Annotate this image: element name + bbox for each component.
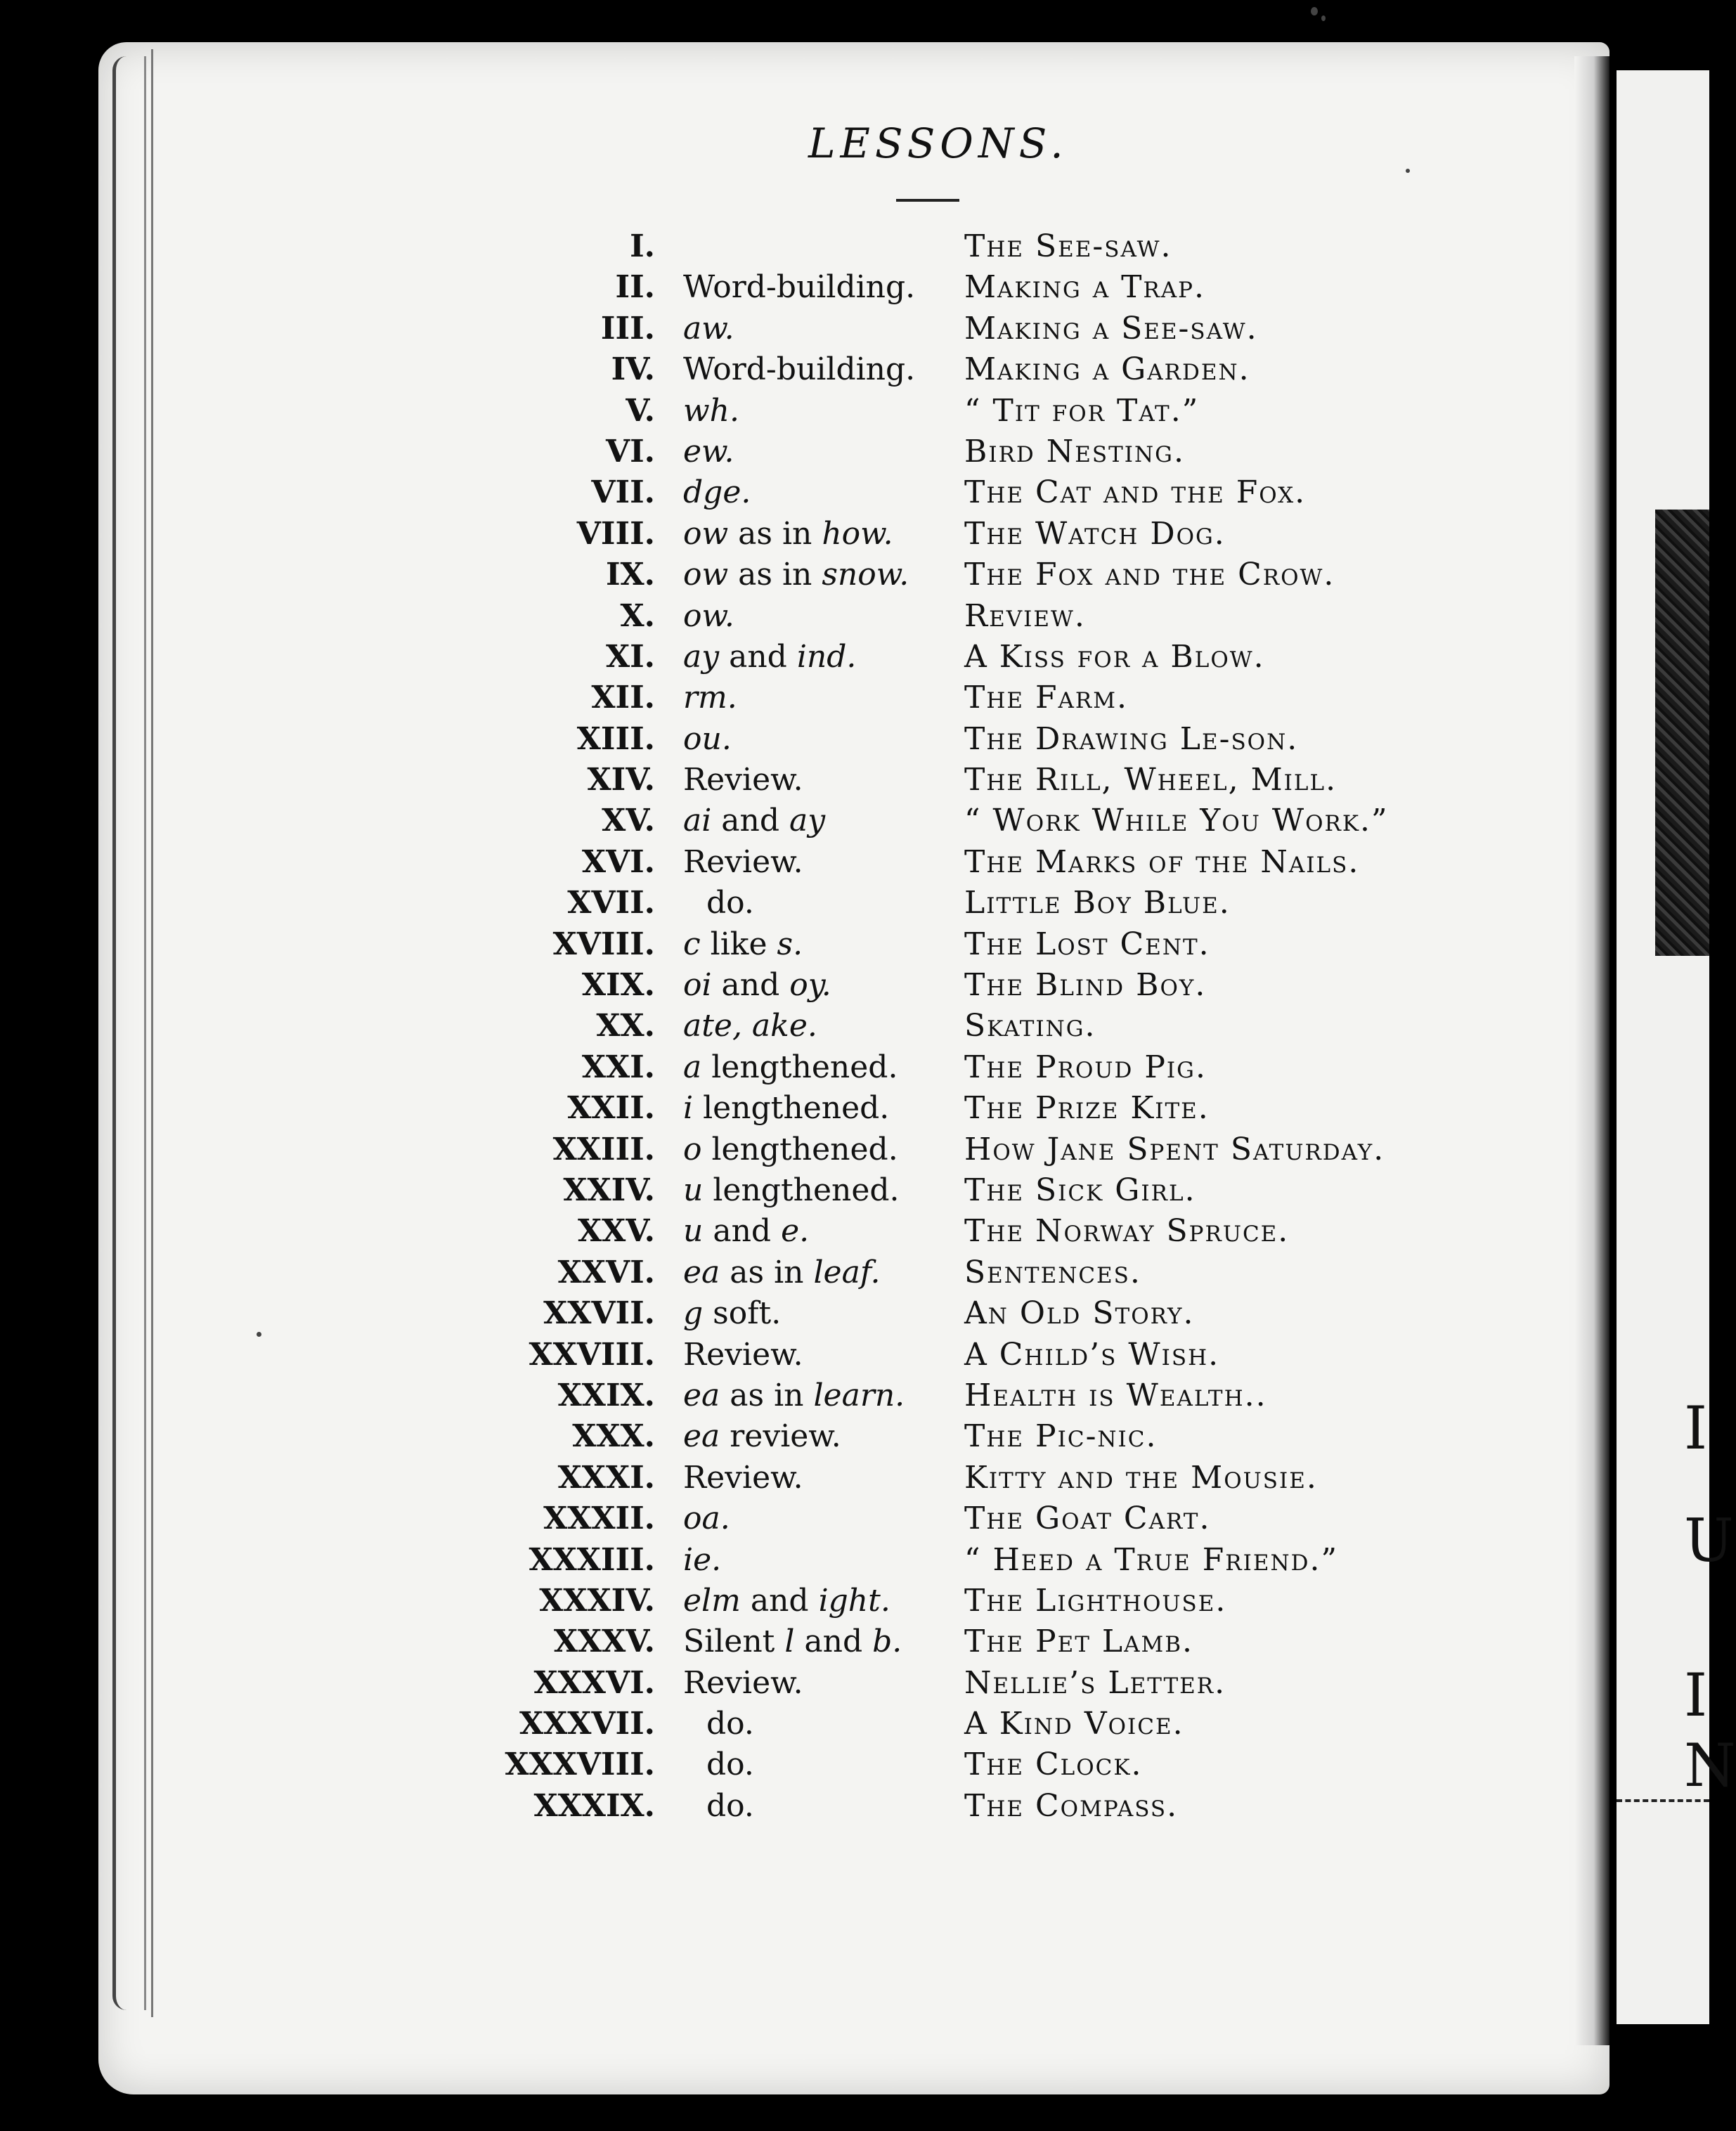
lesson-title: An Old Story. xyxy=(964,1295,1195,1332)
lesson-topic: c like s. xyxy=(683,926,803,962)
lesson-title: A Child’s Wish. xyxy=(964,1336,1220,1373)
lesson-number: XXXV. xyxy=(553,1624,655,1660)
lesson-row xyxy=(0,1540,1709,1581)
lesson-row xyxy=(0,1663,1709,1704)
lesson-number: XVIII. xyxy=(552,926,655,962)
lesson-list xyxy=(0,226,1709,1827)
lesson-row xyxy=(0,1252,1709,1293)
lesson-number: XX. xyxy=(596,1008,655,1044)
lesson-number: XIV. xyxy=(587,762,655,798)
lesson-topic: ay and ind. xyxy=(683,638,857,675)
lesson-title: Making a Garden. xyxy=(964,351,1250,388)
lesson-topic: u and e. xyxy=(683,1213,810,1250)
lesson-row xyxy=(0,1498,1709,1539)
lesson-title: Kitty and the Mousie. xyxy=(964,1459,1318,1496)
lesson-number: XXX. xyxy=(572,1418,655,1455)
lesson-number: XXXI. xyxy=(557,1459,655,1496)
lesson-row xyxy=(0,555,1709,595)
lesson-topic: g soft. xyxy=(683,1295,782,1332)
lesson-topic: ie. xyxy=(683,1541,722,1578)
lesson-topic: i lengthened. xyxy=(683,1090,890,1127)
lesson-row xyxy=(0,1335,1709,1375)
lesson-number: VII. xyxy=(591,474,655,511)
lesson-number: XXII. xyxy=(567,1090,655,1127)
lesson-title: “ Work While You Work.” xyxy=(964,803,1389,839)
scan-speck xyxy=(1406,169,1410,173)
lesson-row xyxy=(0,267,1709,308)
lesson-title: “ Heed a True Friend.” xyxy=(964,1541,1338,1578)
lesson-title: Making a See-saw. xyxy=(964,310,1258,346)
lesson-title: The Norway Spruce. xyxy=(964,1213,1290,1250)
lesson-number: XXI. xyxy=(581,1049,655,1085)
lesson-title: The Prize Kite. xyxy=(964,1090,1210,1127)
lesson-row xyxy=(0,349,1709,390)
lesson-title: How Jane Spent Saturday. xyxy=(964,1131,1385,1167)
lesson-topic: do. xyxy=(706,1706,754,1742)
lesson-row xyxy=(0,1621,1709,1662)
lesson-number: XXIII. xyxy=(552,1131,655,1167)
lesson-topic: do. xyxy=(706,1787,754,1824)
right-page-letter: N xyxy=(1684,1731,1736,1800)
lesson-number: XXXVI. xyxy=(533,1664,655,1701)
lesson-row xyxy=(0,1088,1709,1129)
lesson-row xyxy=(0,1170,1709,1211)
lesson-topic: ea as in learn. xyxy=(683,1377,905,1413)
lesson-number: XV. xyxy=(602,803,655,839)
lesson-title: The Compass. xyxy=(964,1787,1179,1824)
lesson-row xyxy=(0,1704,1709,1744)
lesson-number: III. xyxy=(600,310,655,346)
lesson-number: XXXVII. xyxy=(519,1706,655,1742)
lesson-row xyxy=(0,432,1709,472)
lesson-row xyxy=(0,596,1709,637)
lesson-number: XXVIII. xyxy=(529,1336,655,1373)
lesson-number: XXV. xyxy=(577,1213,655,1250)
lesson-topic: do. xyxy=(706,885,754,921)
lesson-row xyxy=(0,883,1709,924)
lesson-number: XVII. xyxy=(567,885,655,921)
lesson-topic: oa. xyxy=(683,1501,730,1537)
lesson-row xyxy=(0,1129,1709,1170)
lesson-topic: rm. xyxy=(683,680,737,716)
lesson-topic: ea as in leaf. xyxy=(683,1254,881,1290)
lesson-number: XXVI. xyxy=(557,1254,655,1290)
lesson-title: The Watch Dog. xyxy=(964,515,1226,552)
lesson-row xyxy=(0,1293,1709,1334)
lesson-row xyxy=(0,1211,1709,1252)
lesson-number: II. xyxy=(615,269,655,306)
lesson-topic: ate, ake. xyxy=(683,1008,817,1044)
lesson-row xyxy=(0,965,1709,1006)
lesson-number: XXVII. xyxy=(543,1295,655,1332)
lesson-row xyxy=(0,472,1709,513)
lesson-topic: Review. xyxy=(683,1664,803,1701)
lesson-row xyxy=(0,391,1709,432)
lesson-row xyxy=(0,760,1709,801)
lesson-topic: Review. xyxy=(683,1336,803,1373)
lesson-row xyxy=(0,309,1709,349)
lesson-title: Making a Trap. xyxy=(964,269,1206,306)
lesson-title: Nellie’s Letter. xyxy=(964,1664,1226,1701)
lesson-number: XII. xyxy=(591,680,655,716)
lesson-row xyxy=(0,1458,1709,1498)
right-page-letter: I xyxy=(1684,1394,1708,1463)
lesson-topic: ea review. xyxy=(683,1418,841,1455)
lesson-title: The Cat and the Fox. xyxy=(964,474,1307,511)
lesson-title: A Kiss for a Blow. xyxy=(964,638,1265,675)
lesson-number: XXXIX. xyxy=(533,1787,655,1824)
lesson-title: Health is Wealth.. xyxy=(964,1377,1267,1413)
title-rule xyxy=(896,199,959,202)
lesson-number: VIII. xyxy=(576,515,655,552)
lesson-title: The See-saw. xyxy=(964,228,1172,264)
lesson-topic: Review. xyxy=(683,1459,803,1496)
lesson-title: The Blind Boy. xyxy=(964,967,1207,1004)
lesson-topic: u lengthened. xyxy=(683,1172,900,1208)
lesson-topic: Word-building. xyxy=(683,351,916,388)
lesson-row xyxy=(0,924,1709,965)
lesson-row xyxy=(0,842,1709,883)
lesson-topic: ou. xyxy=(683,720,732,757)
lesson-topic: a lengthened. xyxy=(683,1049,898,1085)
lesson-row xyxy=(0,1006,1709,1047)
lesson-number: V. xyxy=(626,392,655,429)
lesson-topic: ow as in how. xyxy=(683,515,893,552)
lesson-topic: ow. xyxy=(683,597,734,634)
lesson-row xyxy=(0,1047,1709,1088)
lesson-title: The Farm. xyxy=(964,680,1128,716)
lesson-number: XXXVIII. xyxy=(505,1747,655,1783)
lesson-number: IX. xyxy=(605,557,655,593)
page-title: LESSONS. xyxy=(808,119,1068,167)
lesson-number: XXXIV. xyxy=(539,1582,655,1619)
lesson-number: XXXIII. xyxy=(529,1541,655,1578)
scan-speck xyxy=(1311,7,1318,15)
lesson-topic: aw. xyxy=(683,310,734,346)
lesson-row xyxy=(0,1375,1709,1416)
lesson-number: XXXII. xyxy=(543,1501,655,1537)
lesson-title: The Fox and the Crow. xyxy=(964,557,1335,593)
lesson-title: The Sick Girl. xyxy=(964,1172,1196,1208)
lesson-topic: dge. xyxy=(683,474,751,511)
lesson-title: Bird Nesting. xyxy=(964,433,1185,469)
lesson-title: The Goat Cart. xyxy=(964,1501,1211,1537)
lesson-title: Little Boy Blue. xyxy=(964,885,1231,921)
lesson-row xyxy=(0,1744,1709,1785)
lesson-topic: ow as in snow. xyxy=(683,557,909,593)
lesson-title: Sentences. xyxy=(964,1254,1141,1290)
lesson-topic: Silent l and b. xyxy=(683,1624,902,1660)
lesson-title: The Clock. xyxy=(964,1747,1143,1783)
lesson-topic: Word-building. xyxy=(683,269,916,306)
lesson-number: XI. xyxy=(605,638,655,675)
right-page-letter: U xyxy=(1684,1506,1734,1575)
lesson-topic: Review. xyxy=(683,762,803,798)
lesson-number: XXIV. xyxy=(563,1172,655,1208)
lesson-row xyxy=(0,514,1709,555)
lesson-number: XVI. xyxy=(581,843,655,880)
right-page-letter: I xyxy=(1684,1661,1708,1730)
lesson-topic: ai and ay xyxy=(683,803,826,839)
lesson-topic: oi and oy. xyxy=(683,967,831,1004)
lesson-topic: ew. xyxy=(683,433,734,469)
lesson-title: The Pet Lamb. xyxy=(964,1624,1194,1660)
lesson-title: The Marks of the Nails. xyxy=(964,843,1360,880)
lesson-title: Skating. xyxy=(964,1008,1096,1044)
lesson-row xyxy=(0,801,1709,841)
lesson-number: I. xyxy=(630,228,655,264)
lesson-topic: Review. xyxy=(683,843,803,880)
lesson-row xyxy=(0,1786,1709,1827)
lesson-topic: wh. xyxy=(683,392,739,429)
lesson-title: The Pic-nic. xyxy=(964,1418,1158,1455)
lesson-title: The Rill, Wheel, Mill. xyxy=(964,762,1337,798)
lesson-title: “ Tit for Tat.” xyxy=(964,392,1200,429)
lesson-title: The Proud Pig. xyxy=(964,1049,1207,1085)
lesson-row xyxy=(0,1581,1709,1621)
lesson-number: IV. xyxy=(611,351,655,388)
lesson-title: The Lost Cent. xyxy=(964,926,1210,962)
lesson-topic: o lengthened. xyxy=(683,1131,898,1167)
lesson-number: XIX. xyxy=(581,967,655,1004)
lesson-number: XIII. xyxy=(576,720,655,757)
lesson-title: The Lighthouse. xyxy=(964,1582,1227,1619)
lesson-number: XXIX. xyxy=(557,1377,655,1413)
lesson-row xyxy=(0,226,1709,267)
lesson-number: X. xyxy=(620,597,655,634)
lesson-row xyxy=(0,637,1709,678)
lesson-number: VI. xyxy=(605,433,655,469)
lesson-row xyxy=(0,678,1709,718)
lesson-row xyxy=(0,719,1709,760)
lesson-row xyxy=(0,1416,1709,1457)
scan-speck xyxy=(1321,15,1326,21)
lesson-topic: do. xyxy=(706,1747,754,1783)
lesson-title: Review. xyxy=(964,597,1086,634)
lesson-title: A Kind Voice. xyxy=(964,1706,1184,1742)
lesson-topic: elm and ight. xyxy=(683,1582,890,1619)
lesson-title: The Drawing Le-son. xyxy=(964,720,1299,757)
